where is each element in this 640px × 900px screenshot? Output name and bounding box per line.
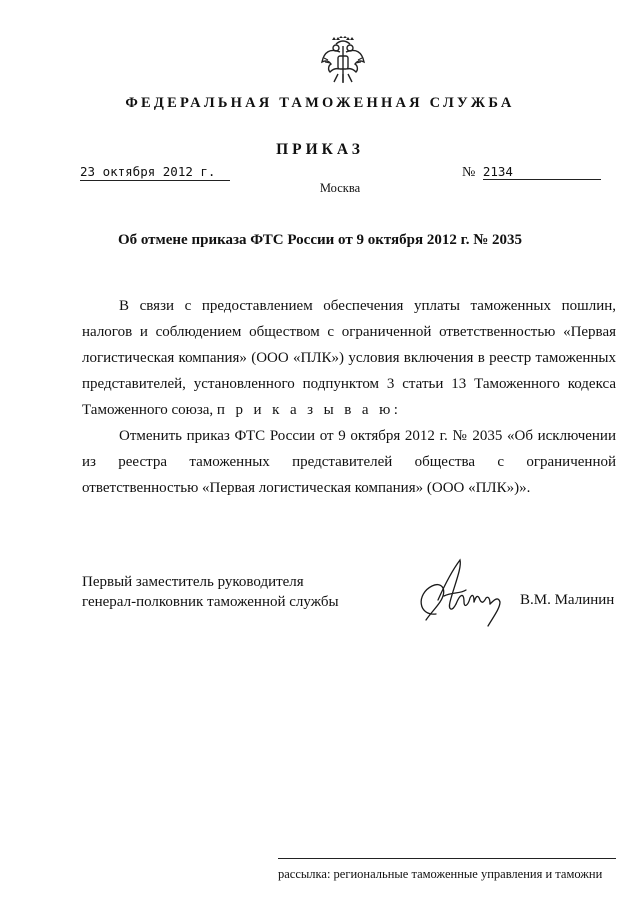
city: Москва [319,181,361,195]
number-sign: № [462,165,476,180]
body-line-last [82,397,616,423]
signer-position-line: генерал-полковник таможенной службы [82,594,339,610]
document-type: ПРИКАЗ [276,141,364,158]
order-word: п р и к а з ы в а ю: [216,402,402,418]
body-line-text: Таможенного союза, [82,402,214,418]
order-subject: Об отмене приказа ФТС России от 9 октября 2012 г. № 2035 [117,232,523,248]
order-date: 23 октября 2012 г. [80,164,230,181]
body-line: из реестра таможенных представителей общества с ограниченной [82,454,616,470]
agency-name: ФЕДЕРАЛЬНАЯ ТАМОЖЕННАЯ СЛУЖБА [125,95,515,111]
signer-position [82,572,339,612]
distribution-list: рассылка: региональные таможенные управления и таможни [278,858,616,882]
order-number: 2134 [483,164,601,180]
coat-of-arms-icon [320,36,366,86]
handwritten-signature-icon [414,556,510,632]
body-line: логистическая компания» (ООО «ПЛК») условия включения в реестр таможенных [82,350,616,366]
signer-position-line: Первый заместитель руководителя [82,574,304,590]
body-line: ответственностью «Первая логистическая компания» (ООО «ПЛК»)». [82,480,531,496]
body-line: Отменить приказ ФТС России от 9 октября 2012 г. № 2035 «Об исключении [119,428,616,444]
order-number-row [462,164,612,181]
body-line: представителей, установленного подпунктом 3 статьи 13 Таможенного кодекса [82,376,616,392]
body-line: В связи с предоставлением обеспечения уплаты таможенных пошлин, [119,298,616,314]
paragraph-1 [82,293,616,423]
body-line: налогов и соблюдением обществом с ограниченной ответственностью «Первая [82,324,616,340]
signer-name: В.М. Малинин [520,592,615,608]
paragraph-2 [82,423,616,501]
